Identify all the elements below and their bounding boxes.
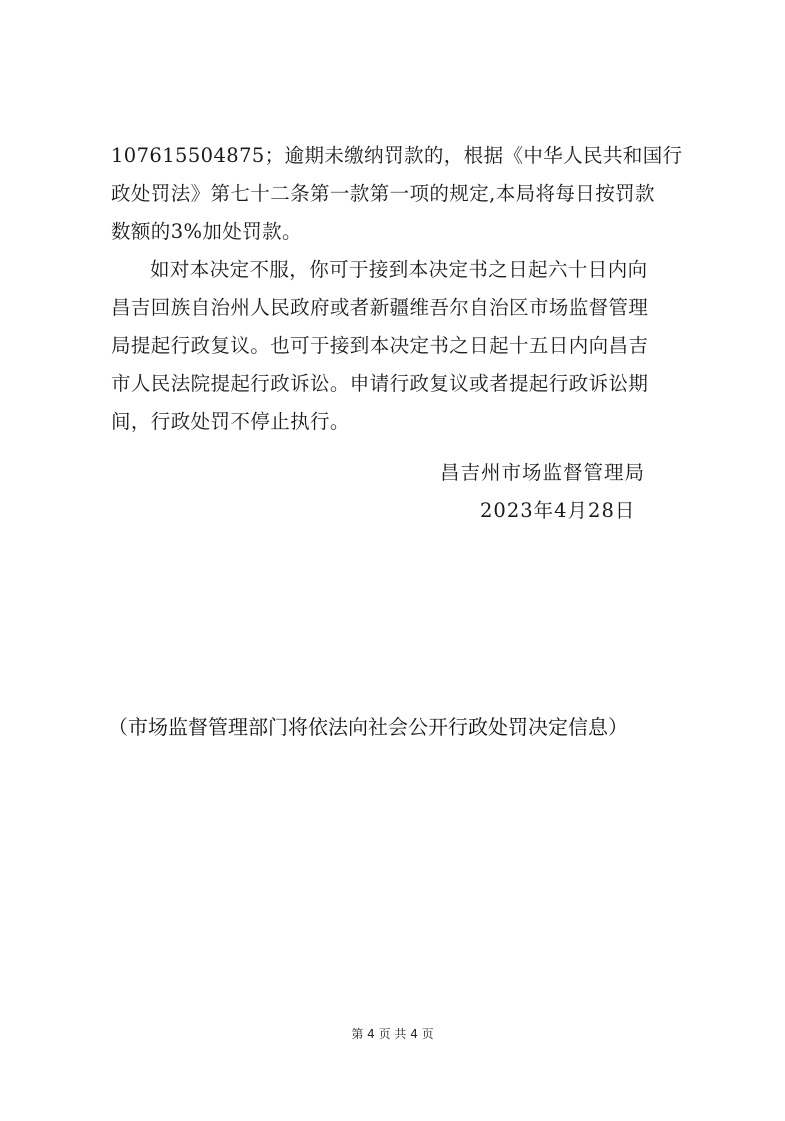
paragraph-2-line-5: 间，行政处罚不停止执行。 [111,410,350,433]
signature-date: 2023年4月28日 [480,499,636,522]
paragraph-2-line-4: 市人民法院提起行政诉讼。申请行政复议或者提起行政诉讼期 [111,372,649,395]
paragraph-1-line-2: 政处罚法》第七十二条第一款第一项的规定,本局将每日按罚款 [111,182,655,205]
paragraph-2-line-2: 昌吉回族自治州人民政府或者新疆维吾尔自治区市场监督管理 [111,296,649,319]
page-number: 第 4 页 共 4 页 [351,1027,434,1041]
paragraph-2-line-1: 如对本决定不服，你可于接到本决定书之日起六十日内向 [150,258,648,281]
disclosure-notice: （市场监督管理部门将依法向社会公开行政处罚决定信息） [108,715,628,739]
signature-organization: 昌吉州市场监督管理局 [440,461,646,484]
paragraph-2-line-3: 局提起行政复议。也可于接到本决定书之日起十五日内向昌吉 [111,334,649,357]
paragraph-1-line-3: 数额的3%加处罚款。 [111,220,302,243]
paragraph-1-line-1: 107615504875；逾期未缴纳罚款的，根据《中华人民共和国行 [111,144,683,167]
